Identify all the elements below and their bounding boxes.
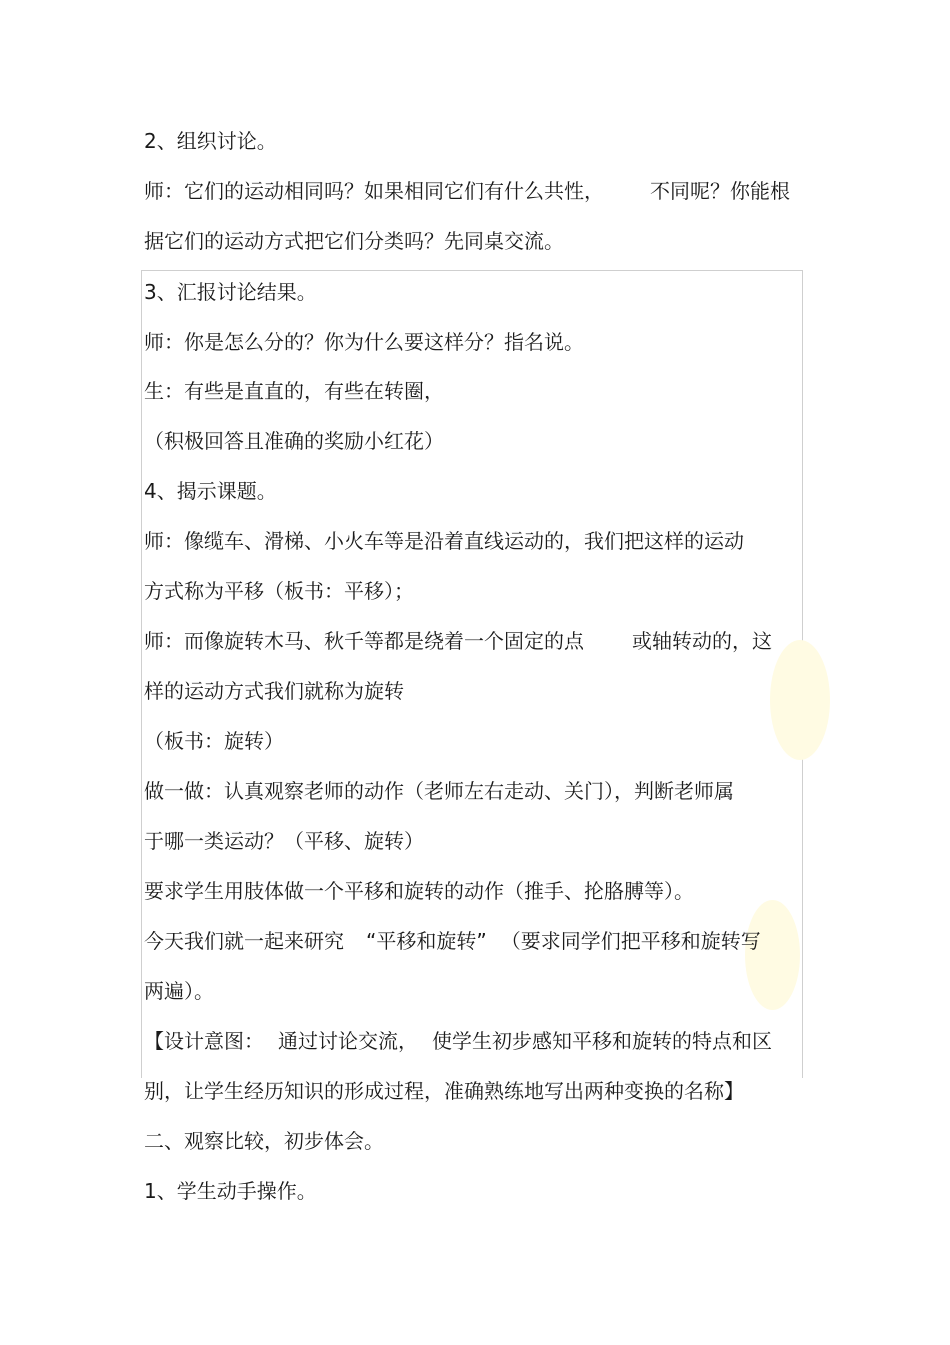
text-line	[144, 177, 790, 205]
text-line: 样的运动方式我们就称为旋转	[144, 679, 404, 703]
text-line: （积极回答且准确的奖励小红花）	[144, 429, 444, 453]
text-line: 1、学生动手操作。	[144, 1179, 317, 1203]
text-line: 生：有些是直直的，有些在转圈，	[144, 379, 444, 403]
decorative-glow	[770, 640, 830, 760]
text-segment: 使学生初步感知平移和旋转的特点和区	[432, 1029, 772, 1053]
text-line: （板书：旋转）	[144, 729, 284, 753]
text-segment: 师：而像旋转木马、秋千等都是绕着一个固定的点	[144, 629, 584, 653]
text-line: 两遍）。	[144, 979, 214, 1003]
text-segment: 师：它们的运动相同吗？如果相同它们有什么共性，	[144, 179, 604, 203]
decorative-glow	[745, 900, 800, 1010]
text-segment: 或轴转动的，这	[632, 629, 772, 653]
text-segment: 不同呢？你能根	[650, 179, 790, 203]
text-line: 做一做：认真观察老师的动作（老师左右走动、关门），判断老师属	[144, 779, 734, 803]
text-segment: 通过讨论交流，	[278, 1029, 418, 1053]
text-line	[144, 627, 772, 655]
text-line: 3、汇报讨论结果。	[144, 280, 317, 304]
text-line: 要求学生用肢体做一个平移和旋转的动作（推手、抡胳膊等）。	[144, 879, 694, 903]
text-line	[144, 1027, 772, 1055]
text-segment: （要求同学们把平移和旋转写	[500, 929, 761, 953]
text-line: 4、揭示课题。	[144, 479, 277, 503]
text-segment: 今天我们就一起来研究	[144, 929, 344, 953]
text-line: 师：像缆车、滑梯、小火车等是沿着直线运动的，我们把这样的运动	[144, 529, 744, 553]
text-segment: 【设计意图：	[144, 1029, 264, 1053]
text-line: 师：你是怎么分的？你为什么要这样分？指名说。	[144, 330, 584, 354]
text-line: 别，让学生经历知识的形成过程，准确熟练地写出两种变换的名称】	[144, 1079, 744, 1103]
text-segment: “平移和旋转”	[366, 929, 487, 953]
text-line: 方式称为平移（板书：平移）；	[144, 579, 414, 603]
text-line: 于哪一类运动？（平移、旋转）	[144, 829, 424, 853]
text-line: 据它们的运动方式把它们分类吗？先同桌交流。	[144, 229, 564, 253]
text-line	[144, 927, 761, 955]
text-line: 二、观察比较，初步体会。	[144, 1129, 384, 1153]
text-line: 2、组织讨论。	[144, 129, 277, 153]
